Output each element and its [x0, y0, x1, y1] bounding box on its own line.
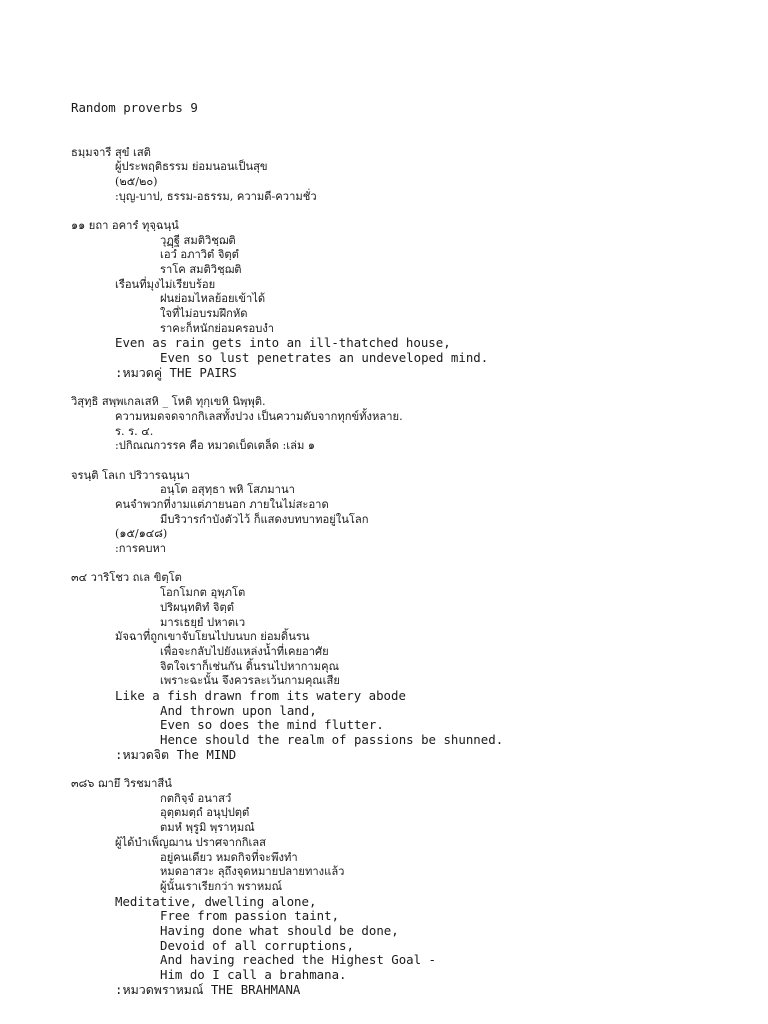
text-line: ธมฺมจารี สุขํ เสติ	[71, 145, 151, 159]
text-line: อนฺโต อสุทฺธา พหิ โสภมานา	[160, 483, 295, 497]
proverb-section	[71, 777, 761, 997]
text-line: คนจำพวกที่งามแต่ภายนอก ภายในไม่สะอาด	[115, 498, 329, 511]
text-line: ตมหํ พฺรูมิ พฺราหฺมณํ	[160, 821, 255, 835]
text-line: มารเธยฺยํ ปหาตเว	[160, 615, 246, 629]
text-line: มัจฉาที่ถูกเขาจับโยนไปบนบก ย่อมดิ้นรน	[115, 630, 310, 644]
text-line: อยู่คนเดียว หมดกิจที่จะพึงทำ	[160, 850, 298, 864]
text-line: ความหมดจดจากกิเลสทั้งปวง เป็นความดับจากทุกข์ทั้งหลาย.	[115, 409, 403, 423]
text-line: :บุญ-บาป, ธรรม-อธรรม, ความดี-ความชั่ว	[115, 189, 317, 203]
document-page	[71, 72, 761, 1012]
text-line: ๓๔ วาริโชว ถเล ขิตฺโต	[71, 571, 182, 585]
proverb-section	[71, 469, 761, 557]
text-line: โอกโมกต อุพฺภโต	[160, 586, 246, 600]
text-line: เรือนที่มุงไม่เรียบร้อย	[115, 277, 216, 291]
text-line: Like a fish drawn from its watery abode	[115, 687, 406, 703]
section-gap	[71, 454, 761, 469]
text-line: เอวํ อภาวิตํ จิตฺตํ	[160, 248, 239, 262]
text-line: อุตฺตมตฺถํ อนุปฺปตฺตํ	[160, 806, 250, 820]
text-line: กตกิจฺจํ อนาสวํ	[160, 791, 232, 805]
text-line: Even so does the mind flutter.	[160, 717, 384, 733]
text-line: :หมวดพราหมณ์ THE BRAHMANA	[115, 981, 301, 997]
proverb-section	[71, 146, 761, 205]
text-line: ร. ร. ๔.	[115, 424, 154, 438]
text-line: ผู้ได้บำเพ็ญฌาน ปราศจากกิเลส	[115, 835, 266, 849]
text-line: Even as rain gets into an ill-thatched house,	[115, 335, 451, 351]
text-line: ๑๑ ยถา อคารํ ทุจฺฉนฺนํ	[71, 218, 179, 232]
text-line: หมดอาสวะ ลุถึงจุดหมายปลายทางแล้ว	[160, 865, 345, 879]
text-line: จรนฺติ โลเก ปริวารฉนฺนา	[71, 468, 190, 482]
text-line: เพื่อจะกลับไปยังแหล่งน้ำที่เคยอาศัย	[160, 644, 329, 658]
section-gap	[71, 381, 761, 396]
text-line: (๑๕/๑๔๘)	[115, 527, 168, 541]
text-line: ฝนย่อมไหลย้อยเข้าได้	[160, 292, 266, 306]
text-line: มีบริวารกำบังตัวไว้ ก็แสดงบทบาทอยู่ในโลก	[160, 512, 369, 526]
text-line: And having reached the Highest Goal -	[160, 952, 437, 968]
text-line: Meditative, dwelling alone,	[115, 893, 317, 909]
text-line: Free from passion taint,	[160, 908, 340, 924]
section-gap	[71, 557, 761, 572]
section-gap	[71, 762, 761, 777]
text-line: วุฏฺฐี สมติวิชฺฌติ	[160, 233, 236, 247]
text-line: Having done what should be done,	[160, 922, 399, 938]
text-line: ผู้นั้นเราเรียกว่า พราหมณ์	[160, 879, 283, 893]
text-line: ผู้ประพฤติธรรม ย่อมนอนเป็นสุข	[115, 160, 268, 174]
text-line: (๒๕/๒๐)	[115, 174, 158, 188]
text-line: :หมวดจิต The MIND	[115, 746, 237, 762]
text-line: Him do I call a brahmana.	[160, 967, 347, 982]
text-line: Hence should the realm of passions be shunned.	[160, 732, 504, 747]
text-line: ราคะก็หนักย่อมครอบงำ	[160, 321, 275, 335]
section-gap	[71, 204, 761, 219]
text-line: ราโค สมติวิชฺฌติ	[160, 263, 242, 276]
proverb-section	[71, 395, 761, 454]
proverb-section	[71, 219, 761, 381]
text-line: Devoid of all corruptions,	[160, 937, 354, 953]
text-line: ๓๘๖ ฌายึ วิรชมาสีนํ	[71, 777, 172, 791]
text-line: ใจที่ไม่อบรมฝึกหัด	[160, 307, 248, 321]
proverb-section	[71, 571, 761, 762]
text-line: วิสุทฺธิ สพฺพเกลเสหิ _ โหติ ทุกฺเขหิ นิพฺพุติ.	[71, 395, 266, 409]
text-line: :หมวดคู่ THE PAIRS	[115, 364, 237, 380]
document-title: Random proverbs 9	[71, 100, 198, 116]
text-line: เพราะฉะนั้น จึงควรละเว้นกามคุณเสีย	[160, 674, 340, 688]
text-line: Even so lust penetrates an undeveloped mind.	[160, 350, 489, 366]
text-line: And thrown upon land,	[160, 702, 317, 718]
proverb-sections	[71, 146, 761, 998]
text-line: :ปกิณณกวรรค คือ หมวดเบ็ดเตล็ด :เล่ม ๑	[115, 439, 316, 453]
text-line: ปริผนฺทติทํ จิตฺตํ	[160, 600, 234, 614]
text-line: จิตใจเราก็เช่นกัน ดิ้นรนไปหากามคุณ	[160, 659, 340, 673]
text-line: :การคบหา	[115, 542, 167, 556]
